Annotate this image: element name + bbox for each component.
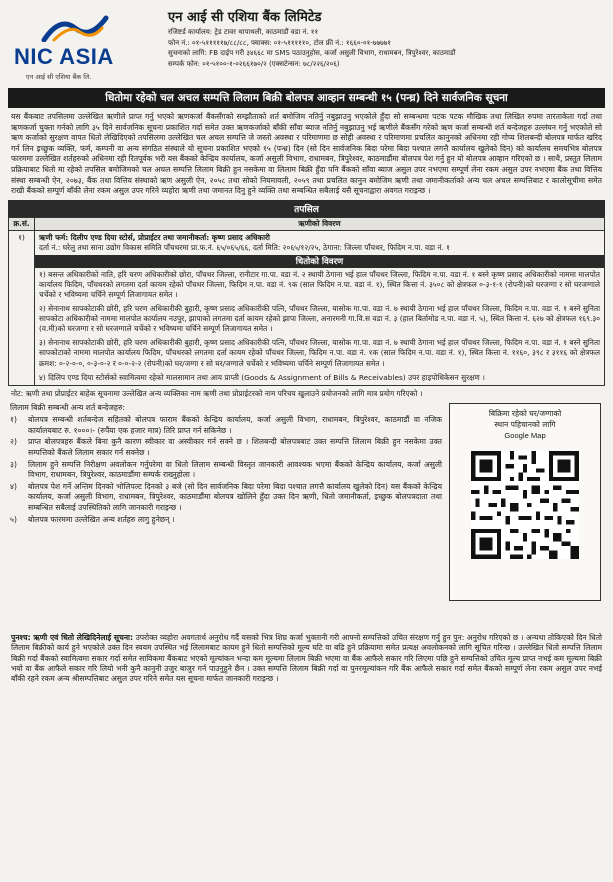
- condition-text: बोलपत्र पेश गर्ने अन्तिम दिनको भोलिपल्ट दिनको ३ बजे (सो दिन सार्वजनिक बिदा परेमा बिदा पश्चात लगत्तै कार्यालय खुलेको दिन) यस बैंकको केन्द्रिय कार्यालय, कर्जा असुली विभाग, राधामबन, त्रिपुरेश्वर, काठमाडौंमा बोलपत्र खोलिने हुँदा उक्त दिन ऋणी, धितो जमानीकर्ता, इच्छुक बोलपत्रदाता तथा सम्बन्धित सबैलाई उपस्थितिको लागि जानकारी गराइन्छ ।: [28, 481, 442, 513]
- list-item: [10, 460, 442, 481]
- condition-number: २): [10, 437, 17, 447]
- bank-contact-line: सम्पर्क फोन: ०१-५१००-१-०२६६१७०/२ (एक्सटेन्सन: ७८/२२६/२०६): [168, 59, 340, 68]
- condition-text: बोलपत्र सम्बन्धी शर्तबन्देज सहितको बोलपत्र फाराम बैंकको केन्द्रिय कार्यालय, कर्जा असुली विभाग, राधामबन, त्रिपुरेश्वर, काठमाडौं वा नजिक कार्यालयबाट रु. १०००।- (रुपैंया एक हजार मात्र) तिरि प्राप्त गर्न सकिनेछ ।: [28, 415, 442, 435]
- borrower-table: [8, 217, 605, 386]
- bank-name: एन आई सी एशिया बैंक लिमिटेड: [168, 10, 322, 25]
- condition-text: बोलपत्र फारममा उल्लेखित अन्य शर्तहरु लागु हुनेछन् ।: [28, 514, 175, 524]
- collateral-item: ३) सेनानाथ सापकोटाकी छोरी, हरि चरण अधिकारीकी बुहारी, कृष्ण प्रसाद अधिकारीकी पत्नि, पाँचथर जिल्ला, यासोक गा.पा. वडा नं. ७ स्थायी ठेगाना भई हाल पाँचथर जिल्ला, फिदिम न.पा. वडा नं. १ बस्ने सुनिता सापकोटाको नाममा मालपोत कार्यालय फिदिम, पाँचथरको लगतमा दर्ता कायम रहेको पाँचथर जिल्ला, फिदिम न.पा. वडा नं. १क (साल फिदिम न.पा. वडा नं. १), स्थित कित्ता नं. ११६०, ३९८ र ३११६ को क्षेत्रफल क्रमश: ०-२-०-०, ०-३-०-२ र ०-०-२-२ (रोपनी)को घर/जग्गा र सो घर/जग्गाले चर्चेको र भविष्यमा चर्चिने सम्पूर्ण लिजागायत समेत ।: [39, 338, 600, 368]
- logo-text: NIC ASIA: [14, 44, 114, 69]
- borrower-cell: [35, 230, 605, 385]
- google-map-box: [449, 403, 601, 601]
- collateral-item: ४) दिलिप एण्ड दिया स्टोर्सको स्वामित्वमा रहेको मालसामान तथा आय प्राप्ती (Goods & Assignment of Bills & Receivables) उपर हाइपोथिकेसन सुरक्षण ।: [39, 372, 485, 382]
- bank-address: रजिष्टर्ड कार्यालय: ट्रेड टावर थापाथली, काठमाडौं वडा नं. ११: [168, 28, 319, 36]
- condition-number: ४): [10, 481, 17, 491]
- addendum: [8, 631, 605, 685]
- list-item: [10, 482, 442, 514]
- borrower-details: [35, 231, 604, 255]
- addendum-title: पुनश्च: ऋणी एवं धितो लेखिदिनेलाई सूचना:: [11, 632, 134, 642]
- conditions-list: [10, 403, 442, 527]
- logo-subtitle: एन आई सी एशिया बैंक लि.: [26, 73, 92, 81]
- row-sn: १): [9, 230, 35, 385]
- col-sn-header: क्र.सं.: [9, 217, 35, 230]
- map-box-line3: Google Map: [504, 430, 546, 440]
- condition-number: ३): [10, 459, 17, 469]
- conditions-heading: लिलाम बिक्री सम्बन्धी अन्य शर्त बन्देजहरु:: [10, 402, 126, 412]
- list-item: [10, 515, 442, 526]
- list-item: [10, 437, 442, 458]
- qr-code-icon[interactable]: [471, 451, 579, 559]
- logo-mark-icon: [40, 14, 110, 42]
- bank-logo: [14, 14, 154, 84]
- table-row: [9, 230, 605, 385]
- map-box-line1: बिक्रिमा रहेको घर/जग्गाको: [488, 408, 562, 418]
- col-borrower-header: ऋणीको विवरण: [35, 217, 605, 230]
- condition-text: लिलाम हुने सम्पत्ति निरीक्षण अवलोकन गर्नुपरेमा वा धितो लिलाम सम्बन्धी विस्तृत जानकारी आवश्यक भएमा बैंकको केन्द्रिय कार्यालय, कर्जा असुली विभाग, राधामबन, त्रिपुरेश्वर, काठमाडौंमा सम्पर्क राख्नुहोला ।: [28, 459, 442, 480]
- bank-header: [8, 6, 605, 86]
- notice-title: धितोमा रहेको चल अचल सम्पत्ति लिलाम बिक्री बोलपत्र आव्हान सम्बन्धी १५ (पन्ध्र) दिने सार्वजनिक सूचना: [8, 88, 605, 108]
- tapasil-title: तपसिल: [8, 200, 605, 217]
- condition-number: ५): [10, 514, 17, 524]
- borrower-reg-line: दर्ता नं.: घरेलु तथा साना उद्योग विकास समिति पाँचथरमा प्रा.फ.नं. ६५/०६५/६६, दर्ता मिति: २०६५/१२/२५, ठेगाना: जिल्ला पाँचथर, फिदिम न.पा. वडा नं. १: [39, 242, 451, 252]
- intro-paragraph: यस बैंकबाट तपसिलमा उल्लेखित ऋणीले प्राप्त गर्नु भएको ऋणकर्जा बैंकसँगको सम्झौताको शर्त बमोजिम नतिर्नु नबुझाउनु भएकोले हुँदा सो सम्बन्धमा पटक पटक मौखिक तथा लिखित रुपमा तारताकेता गर्दा तथा ऋणकर्जा चुक्ता गर्नको लागि ३५ दिने सार्वजनिक सूचना प्रकाशित गर्दा समेत उक्त ऋणकर्जाको बाँकी साँवा ब्याज नतिर्नु नबुझाउनु भई ऋणीले बैंकसँग गरेको ऋण कर्जा सम्बन्धी शर्त बन्देजहरु उल्लंघन गर्नु भएकोले सो ऋण कर्जाको सुरक्षण वापत धितो लेखिदिएको तपसिलमा उल्लेखित चल अचल सम्पत्ति जे जस्तो अवस्था र परिमाणमा छ सोही अवस्था र परिमाणमा प्रचलित कानुनको अधिनमा रही गोप्य शिलबन्दी बोलपत्र मार्फत खरिद गर्न लिन इच्छुक व्यक्ति, फर्म, कम्पनी वा अन्य संगठित संस्थाले यो सूचना प्रकाशित भएको १५ (पन्ध्र) दिन (सो दिन सार्वजनिक बिदा परेमा बिदा पश्चात लगत्तै कार्यालय खुलेको दिन) को कार्यालय समयभित्र बोलपत्र फारममा उल्लेखित शर्तहरुको अधिनमा रही रितपूर्वक भरी यस बैंकको केन्द्रिय कार्यालय, कर्जा असुली विभाग, राधामबन, त्रिपुरेश्वर, काठमाडौंमा बोलपत्र पेश गर्नु हुन यो बोलपत्र आव्हान गरिएको छ । साथै, प्रस्तुत लिलाम प्रक्रियाबाट धितो मा रहेको तपसिल बमोजिमको चल अचल सम्पत्ति लिलाम बिक्री हुन नसकेमा वा लिलाम बिक्री हुँदा पनि बैंकको साँवा ब्याज असुल उपर नभएमा सम्पूर्ण लेना रकम असुल उपर नभएमा बैंक तथा वित्तिय संस्था सम्बन्धी ऐन, २०७३, बैंक तथा वित्तिय संस्थाको ऋण असुली ऐन, २०५८ तथा सोको नियमावली, २०५९ तथा प्रचलित कानुन बमोजिम ऋणी तथा जमानीकर्ताको अन्य चल अचल सम्पत्तिबाट र कालोसूचीमा समेत राखी बैंकको सम्पूर्ण बाँकी लेना रकम असुल उपर गरिने व्यहोरा ऋणी तथा जमानत दिनु हुने व्यक्ति तथा सम्बन्धित सबैलाई यसै सूचनाद्वारा अवगत गराइन्छ ।: [11, 112, 602, 196]
- bank-info: [168, 10, 608, 69]
- list-item: [10, 415, 442, 436]
- map-box-line2: स्थान पहिचानको लागि: [494, 419, 556, 429]
- borrower-name-line: ऋणी फर्म: दिलीप एण्ड दिया स्टोर्स, प्रोप्राईटर तथा जमानीकर्ता: कृष्ण प्रसाद अधिकारी: [39, 232, 270, 242]
- bank-sms-line: सुचनाको लागि: FB दाईप गरी ३४६६८ मा SMS पठाउनुहोस, कर्जा असुली विभाग, राधामबन, त्रिपुरेश्वर, काठमाडौं: [168, 49, 456, 57]
- table-header-row: [9, 217, 605, 230]
- conditions-section: [8, 403, 605, 631]
- condition-number: १): [10, 415, 17, 425]
- collateral-header: धितोको विवरण: [35, 255, 604, 268]
- bank-phone-fax: फोन नं.: ०१-५१११११७/८८/८८, फ्याक्स: ०१-५१११११०, टोल फ्री नं.: १६६०-०१-७७७७१: [168, 38, 392, 47]
- addendum-text: उपरोक्त व्यहोरा अवगतार्थ अनुरोध गर्दै यसको भित्र शिघ्र कर्जा भुक्तानी गरी आफ्नो सम्पत्तिको उचित संरक्षण गर्नु हुन पुन: अनुरोध गरिएको छ । अन्यथा तोकिएको दिन धितो लिलाम बिक्रीको कार्य हुने भएकोले उक्त दिन स्वयम उपस्थित भई लिलामबाट कायम हुने धितो सम्पत्तिको मूल्य घटि वा बढि हुने प्रक्रियामा समेत प्रत्यक्ष अवलोकनको लागि सूचित गरिन्छ । उल्लेखित धितो सम्पत्ति लिलाम बिक्री गर्दा बैंकको स्वामित्वमा सकार गर्दा समेत साविकमा बैंकबाट भएको मूल्यांकन भन्दा कम मूल्यमा लिलाम बिक्री भएमा वा बैंक आफैले सकार गरि लिएमा पछि हुने सम्पत्तिको उचित मूल्य प्राप्त नभई कम मूल्यमा बिक्री भयो वा बैंक आफैले सकार गरि लियो भनी कुनै कानुनी उजुर बाजुर गर्न पाउनुहुने छैन । उक्त सम्पत्ति लिलाम बिक्री गर्दा वा पुनरमूल्यांकन गरि बैंक आफैले सकार गर्दा समेत बैंकको सम्पूर्ण लेना रकम असुल उपर नभई बाँकी रहने रकम अन्य श्रीसम्पत्तिबाट असुल उपर गरिने समेत यस सूचना मार्फत जानकारी गराइन्छ ।: [11, 632, 602, 684]
- collateral-item: १) बसन्त अधिकारीको नाति, हरि चरण अधिकारीको छोरा, पाँचथर जिल्ला, रानीटार गा.पा. वडा नं. २ स्थायी ठेगाना भई हाल पाँचथर जिल्ला, फिदिम न.पा. वडा नं. १ बस्ने कृष्ण प्रसाद अधिकारीको नाममा मालपोत कार्यालय फिदिम, पाँचथरको लगतमा दर्ता कायम रहेको पाँचथर जिल्ला, फिदिम न.पा. वडा नं. ९क (साल फिदिम न.पा. वडा नं. १), स्थित कित्ता नं. ३५०८ को क्षेत्रफल ०-३-१-१ (रोपनी)को घरजग्गा र सो घरजग्गाले चर्चेको र भविष्यमा चर्चिने सम्पूर्ण लिजागायत समेत ।: [39, 269, 600, 299]
- note: नोट: ऋणी तथा प्रोप्राईटर बाहेक सूचनामा उल्लेखित अन्य व्यक्तिका नाम ऋणी तथा प्रोप्राईटरको नाम परिचय खुलाउने प्रयोजनको लागि मात्र प्रयोग गरिएको ।: [11, 388, 423, 398]
- condition-text: प्राप्त बोलपत्रहरु बैंकले बिना कुनै कारण स्वीकार वा अस्वीकार गर्न सक्ने छ । शिलबन्दी बोलपत्रबाट उक्त सम्पत्ति लिलाम बिक्री हुन नसकेमा उक्त सम्पत्तिको बैंकले लिलाम सकार गर्न सक्नेछ ।: [28, 437, 442, 458]
- collateral-item: २) सेनानाथ सापकोटाकी छोरी, हरि चरण अधिकारीकी बुहारी, कृष्ण प्रसाद अधिकारीकी पत्नि, पाँचथर जिल्ला, यासोक गा.पा. वडा नं. ७ स्थायी ठेगाना भई हाल पाँचथर जिल्ला, फिदिम न.पा. वडा नं. १ बस्ने सुनिता सापकोटा अधिकारीको नाममा मालपोत कार्यालय नउपुर, झापाको लगतमा दर्ता कायम रहेको झापा जिल्ला, अनारमनी गा.वि.स वडा नं. ३ (हाल बिर्तामोड न.पा. वडा नं. ५), स्थित कित्ता नं. ६२७ को क्षेत्रफल १६९.३० (व.मी)को घरजग्गा र सो घरजग्गाले चर्चेको र भविष्यमा चर्चिने सम्पूर्ण लिजागायत समेत ।: [39, 304, 601, 334]
